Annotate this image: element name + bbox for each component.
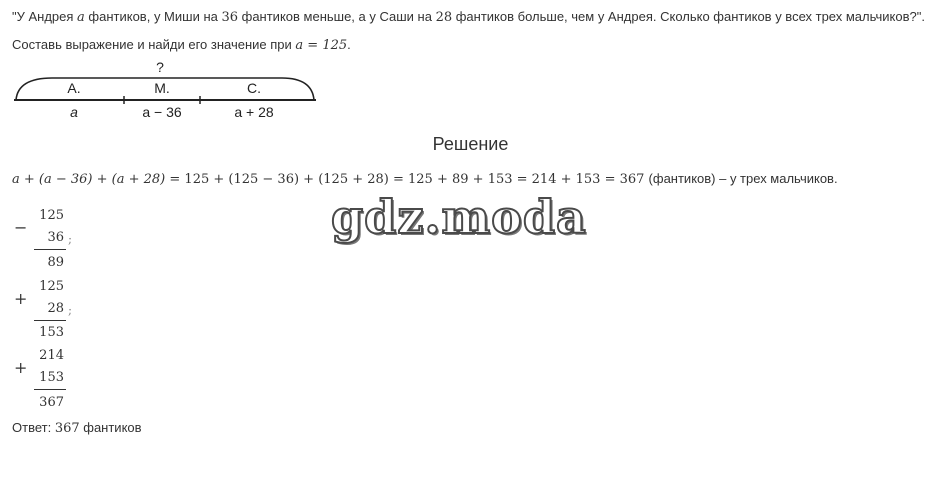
value-andrey: a (70, 104, 78, 120)
solution-expression (12, 171, 838, 187)
segment-diagram (12, 56, 322, 124)
solution-heading: Решение (432, 134, 509, 154)
calc-2-operator: + (14, 289, 28, 308)
number-36: 36 (221, 10, 239, 25)
calc-1-bar (34, 249, 66, 250)
solution-expr: a + (a − 36) + (a + 28) (12, 172, 166, 187)
calc-3-operand-b: 153 (39, 370, 64, 385)
calc-1-result: 89 (47, 255, 64, 270)
calc-3-operator: + (14, 358, 28, 377)
column-calc-2 (12, 279, 92, 343)
calc-2-separator: ; (68, 303, 73, 317)
label-misha: М. (154, 80, 170, 96)
task-text (12, 37, 351, 53)
label-sasha: С. (247, 80, 261, 96)
task-instruction: Составь выражение и найди его значение при (12, 37, 296, 52)
calc-3-bar (34, 389, 66, 390)
calc-2-bar (34, 320, 66, 321)
number-28: 28 (435, 10, 453, 25)
calc-1-operand-a: 125 (39, 208, 64, 223)
variable-a: a (77, 10, 85, 25)
task-end: . (347, 37, 351, 52)
calc-3-result: 367 (39, 395, 64, 410)
answer-unit: фантиков (79, 420, 142, 435)
calc-1-operator: − (14, 218, 28, 237)
problem-part4: фантиков больше, чем у Андрея. Сколько фантиков у всех трех мальчиков?". (452, 9, 925, 24)
problem-part2: фантиков, у Миши на (84, 9, 222, 24)
answer-value: 367 (54, 421, 80, 436)
diagram-question: ? (156, 59, 164, 75)
calc-1-operand-b: 36 (47, 230, 64, 245)
solution-tail: (фантиков) – у трех мальчиков. (648, 171, 838, 186)
calc-2-result: 153 (39, 325, 64, 340)
calc-2-operand-a: 125 (39, 279, 64, 294)
label-andrey: А. (67, 80, 81, 96)
problem-text (12, 9, 925, 25)
watermark: gdz.moda (331, 190, 587, 244)
calc-3-operand-a: 214 (39, 348, 64, 363)
task-equation: a = 125 (295, 38, 348, 53)
problem-part1: "У Андрея (12, 9, 78, 24)
value-sasha: a + 28 (234, 104, 274, 120)
calc-1-separator: ; (68, 232, 73, 246)
answer-label: Ответ: (12, 420, 55, 435)
column-calc-1 (12, 208, 92, 272)
column-calc-3 (12, 348, 92, 412)
answer (12, 420, 142, 436)
problem-part3: фантиков меньше, а у Саши на (238, 9, 436, 24)
value-misha: a − 36 (142, 104, 182, 120)
solution-computation: = 125 + (125 − 36) + (125 + 28) = 125 + 89 + 153 = 214 + 153 = 367 (165, 172, 649, 187)
calc-2-operand-b: 28 (47, 301, 64, 316)
